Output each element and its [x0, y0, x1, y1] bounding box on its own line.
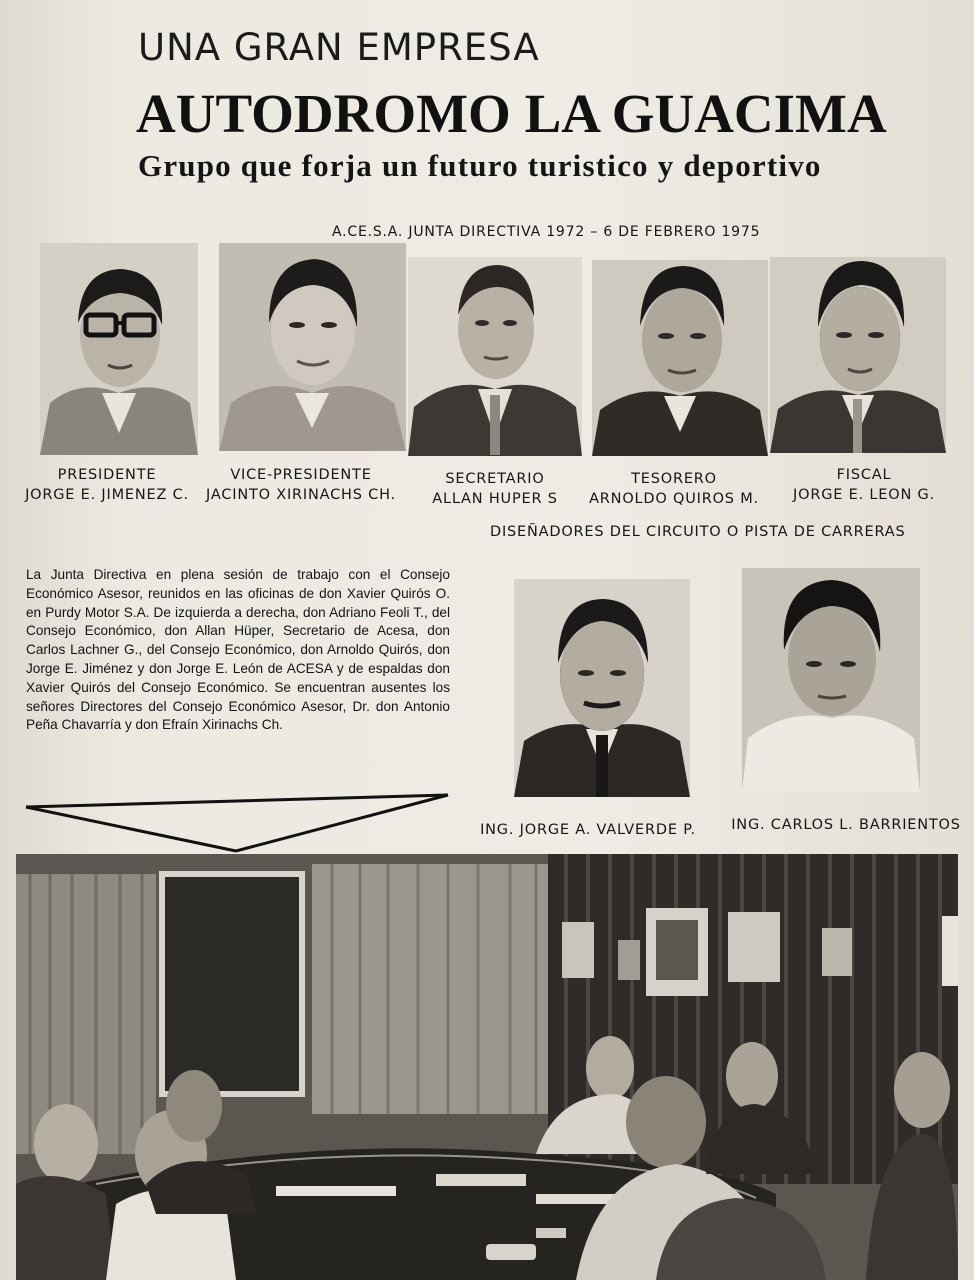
caption-vice-president [194, 465, 408, 505]
portrait-treasurer [592, 260, 768, 456]
portrait-vice-president [219, 243, 406, 451]
caption-designer-barrientos: ING. CARLOS L. BARRIENTOS [731, 817, 961, 833]
portrait-president [40, 243, 198, 455]
portrait-secretary [408, 257, 582, 456]
headline-main: AUTODROMO LA GUACIMA [136, 83, 887, 144]
role-treasurer: TESORERO [631, 471, 717, 487]
caption-fiscal [780, 465, 948, 505]
name-president: JORGE E. JIMENEZ C. [25, 487, 189, 503]
portrait-designer-valverde [514, 579, 690, 797]
name-treasurer: ARNOLDO QUIROS M. [589, 491, 759, 507]
role-fiscal: FISCAL [836, 467, 892, 483]
role-president: PRESIDENTE [57, 467, 157, 483]
role-secretary: SECRETARIO [445, 471, 545, 487]
portrait-fiscal [770, 257, 946, 453]
name-fiscal: JORGE E. LEON G. [793, 487, 935, 503]
name-secretary: ALLAN HUPER S [432, 491, 558, 507]
portrait-designer-barrientos [742, 568, 920, 792]
name-vice-president: JACINTO XIRINACHS CH. [206, 487, 396, 503]
headline-subtitle: Grupo que forja un futuro turistico y deportivo [138, 148, 822, 183]
headline-top: UNA GRAN EMPRESA [138, 26, 540, 69]
meeting-photo [16, 854, 958, 1280]
designers-label: DISEÑADORES DEL CIRCUITO O PISTA DE CARRERAS [490, 524, 906, 540]
board-label: A.CE.S.A. JUNTA DIRECTIVA 1972 – 6 DE FEBRERO 1975 [332, 224, 761, 240]
role-vice-president: VICE-PRESIDENTE [230, 467, 372, 483]
meeting-caption: La Junta Directiva en plena sesión de trabajo con el Consejo Económico Asesor, reunidos en las oficinas de don Xavier Quirós O. en Purdy Motor S.A. De izquierda a derecha, don Adriano Feoli T., del Consejo Económico, don Allan Hüper, Secretario de Acesa, don Carlos Lachner G., del Consejo Económico, don Arnoldo Quirós, don Jorge E. Jiménez y don Jorge E. León de ACESA y de espaldas don Xavier Quirós del Consejo Económico. Se encuentran ausentes los señores Directores del Consejo Económico Asesor, Dr. don Antonio Peña Chavarría y don Efraín Xirinachs Ch. [26, 567, 450, 733]
caption-president [14, 465, 200, 505]
arrow-down-icon [22, 793, 452, 855]
caption-secretary [412, 469, 578, 509]
caption-designer-valverde: ING. JORGE A. VALVERDE P. [480, 822, 696, 838]
caption-treasurer [584, 469, 764, 509]
